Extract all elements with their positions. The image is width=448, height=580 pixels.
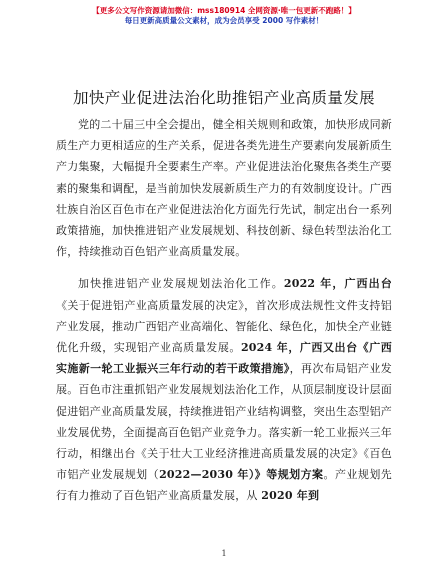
paragraph-planning-s5: ，再次布局铝产业发展。百色市注重抓铝产业发展规划法治化工作，从顶层制度设计层面促进铝产业高质量发展，持续推进铝产业结构调整，突出生态型铝产业发展优势，全面提高百色铝产业竞争力。落实新一轮工业振兴三年行动，相继出台《关于壮大工业经济推进高质量发展的决定》《百色市铝产业发展规划（ xyxy=(56,362,392,482)
page-number: 1 xyxy=(221,549,227,558)
paragraph-planning-s7: 。产业规划先行有力推动了百色铝产业高质量发展，从 xyxy=(56,468,392,503)
document-body xyxy=(56,114,392,507)
paragraph-planning-s3: 《关于促进铝产业高质量发展的决定》，首次形成法规性文件支持铝产业发展，推动广西铝产业高端化、智能化、绿色化，加快全产业链优化升级，实现铝产业高质量发展。 xyxy=(56,298,392,355)
promo-line-2: 每日更新高质量公文素材，成为会员享受 2000 写作素材！ xyxy=(124,16,324,25)
document-title: 加快产业促进法治化助推铝产业高质量发展 xyxy=(72,89,376,107)
promo-banner xyxy=(0,6,448,36)
paragraph-planning-s2: 2022 年，广西出台 xyxy=(283,277,392,291)
paragraph-intro: 党的二十届三中全会提出，健全相关规则和政策，加快形成同新质生产力更相适应的生产关系，促进各类先进生产要素向发展新质生产力集聚，大幅提升全要素生产率。产业促进法治化聚焦各类生产要素的聚集和调配，是当前加快发展新质生产力的有效制度设计。广西壮族自治区百色市在产业促进法治化方面先行先试，制定出台一系列政策措施，加快推进铝产业发展规划、科技创新、绿色转型法治化工作，持续推动百色铝产业高质量发展。 xyxy=(56,118,392,259)
promo-line-1: 【更多公文写作资源请加微信：mss180914 全网资源·唯一包更新不跑路！】 xyxy=(92,6,356,15)
paragraph-planning-s4: 2024 年，广西又出台《广西实施新一轮工业振兴三年行动的若干政策措施》 xyxy=(56,341,392,376)
paragraph-planning-s8: 2020 年到 xyxy=(261,489,320,503)
paragraph-planning-s6: 2022—2030 年）》等规划方案 xyxy=(159,468,324,482)
paragraph-planning-s1: 加快推进铝产业发展规划法治化工作。 xyxy=(78,277,284,291)
paragraph-planning xyxy=(56,273,392,506)
